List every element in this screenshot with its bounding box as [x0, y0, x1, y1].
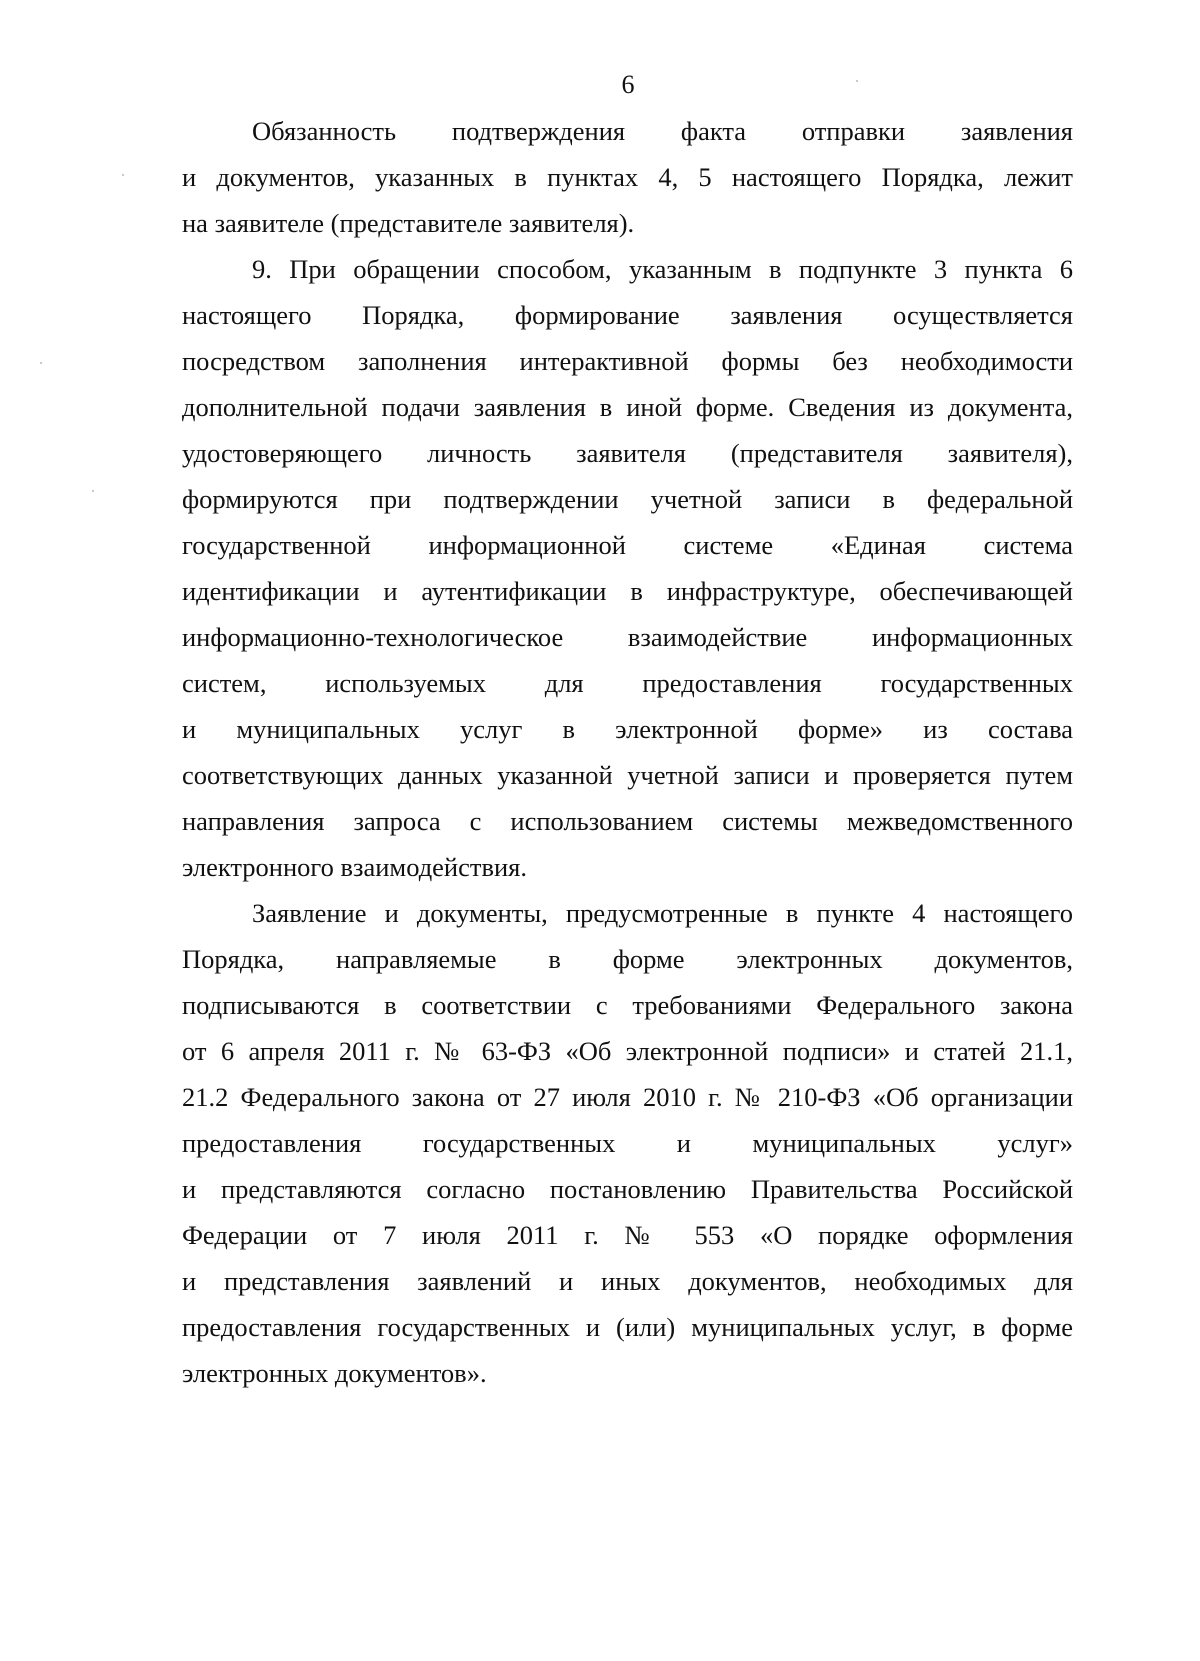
- text-line: от 6 апреля 2011 г. № 63-ФЗ «Об электронной подписи» и статей 21.1,: [182, 1036, 1073, 1066]
- scan-speck: [92, 490, 94, 492]
- text-line: предоставления государственных и муниципальных услуг»: [182, 1128, 1073, 1158]
- text-line: Обязанность подтверждения факта отправки заявления: [252, 116, 1073, 146]
- scan-speck: [856, 80, 858, 82]
- text-line: информационно-технологическое взаимодействие информационных: [182, 622, 1073, 652]
- page-number: 6: [621, 70, 635, 99]
- text-line: и представления заявлений и иных документов, необходимых для: [182, 1266, 1073, 1296]
- text-line: и представляются согласно постановлению Правительства Российской: [182, 1174, 1073, 1204]
- text-line: посредством заполнения интерактивной формы без необходимости: [182, 346, 1073, 376]
- text-line: идентификации и аутентификации в инфраструктуре, обеспечивающей: [182, 576, 1073, 606]
- text-line: подписываются в соответствии с требованиями Федерального закона: [182, 990, 1073, 1020]
- text-line: и документов, указанных в пунктах 4, 5 настоящего Порядка, лежит: [182, 162, 1073, 192]
- text-line: предоставления государственных и (или) муниципальных услуг, в форме: [182, 1312, 1073, 1342]
- text-line: направления запроса с использованием системы межведомственного: [182, 806, 1073, 836]
- scan-speck: [122, 174, 124, 176]
- text-line: Порядка, направляемые в форме электронных документов,: [182, 944, 1073, 974]
- text-line: соответствующих данных указанной учетной записи и проверяется путем: [182, 760, 1073, 790]
- text-line: Заявление и документы, предусмотренные в пункте 4 настоящего: [252, 898, 1073, 928]
- text-line: дополнительной подачи заявления в иной форме. Сведения из документа,: [182, 392, 1073, 422]
- text-line: электронных документов».: [182, 1358, 487, 1388]
- scan-speck: [40, 362, 42, 364]
- text-line: формируются при подтверждении учетной записи в федеральной: [182, 484, 1073, 514]
- text-line: настоящего Порядка, формирование заявления осуществляется: [182, 300, 1073, 330]
- text-line: 21.2 Федерального закона от 27 июля 2010 г. № 210-ФЗ «Об организации: [182, 1082, 1073, 1112]
- text-line: Федерации от 7 июля 2011 г. № 553 «О порядке оформления: [182, 1220, 1073, 1250]
- text-line: удостоверяющего личность заявителя (представителя заявителя),: [182, 438, 1073, 468]
- text-line: электронного взаимодействия.: [182, 852, 527, 882]
- text-line: 9. При обращении способом, указанным в подпункте 3 пункта 6: [252, 254, 1073, 284]
- text-line: систем, используемых для предоставления государственных: [182, 668, 1073, 698]
- text-line: и муниципальных услуг в электронной форме» из состава: [182, 714, 1073, 744]
- text-line: на заявителе (представителе заявителя).: [182, 208, 635, 238]
- text-line: государственной информационной системе «Единая система: [182, 530, 1073, 560]
